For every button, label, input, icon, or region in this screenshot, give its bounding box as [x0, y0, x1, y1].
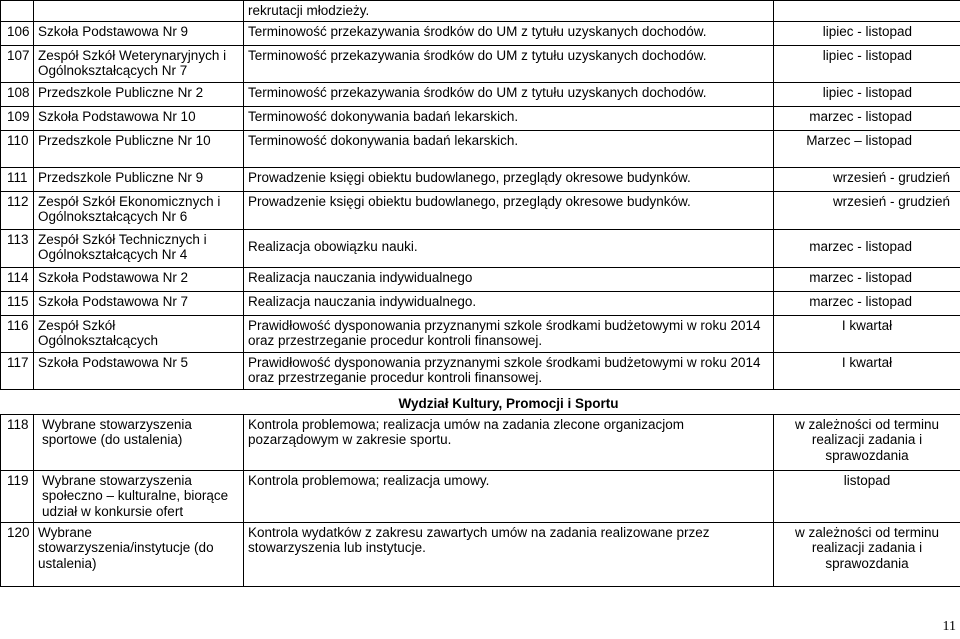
- unit-cell: Przedszkole Publiczne Nr 9: [34, 167, 244, 191]
- unit-cell: Szkoła Podstawowa Nr 9: [34, 21, 244, 45]
- unit-cell: Przedszkole Publiczne Nr 2: [34, 82, 244, 106]
- row-number: 106: [1, 21, 34, 45]
- unit-cell: Zespół Szkół Ekonomicznych i Ogólnokształcących Nr 6: [34, 191, 244, 229]
- task-cell: Kontrola problemowa; realizacja umowy.: [244, 470, 774, 522]
- term-cell: wrzesień - grudzień: [774, 167, 960, 191]
- unit-cell: Szkoła Podstawowa Nr 10: [34, 106, 244, 130]
- task-cell: Kontrola problemowa; realizacja umów na zadania zlecone organizacjom pozarządowym w zakresie sportu.: [244, 414, 774, 470]
- row-number: 108: [1, 82, 34, 106]
- row-number: 109: [1, 106, 34, 130]
- table-row: [1, 106, 960, 130]
- table-row: [1, 291, 960, 315]
- row-number: 115: [1, 291, 34, 315]
- page-number: 11: [942, 619, 956, 634]
- task-cell: Prowadzenie księgi obiektu budowlanego, przeglądy okresowe budynków.: [244, 191, 774, 229]
- row-number: 111: [1, 167, 34, 191]
- task-cell: Realizacja nauczania indywidualnego: [244, 267, 774, 291]
- row-number: 114: [1, 267, 34, 291]
- task-cell: Terminowość przekazywania środków do UM z tytułu uzyskanych dochodów.: [244, 45, 774, 82]
- term-cell: w zależności od terminu realizacji zadania i sprawozdania: [774, 414, 960, 470]
- table-row: [1, 191, 960, 229]
- row-number: 113: [1, 229, 34, 267]
- unit-cell: Szkoła Podstawowa Nr 5: [34, 352, 244, 389]
- task-cell: rekrutacji młodzieży.: [244, 1, 774, 22]
- task-cell: Realizacja nauczania indywidualnego.: [244, 291, 774, 315]
- table-row: [1, 229, 960, 267]
- term-cell: wrzesień - grudzień: [774, 191, 960, 229]
- row-number: 118: [1, 414, 34, 470]
- term-cell: lipiec - listopad: [774, 21, 960, 45]
- task-cell: Realizacja obowiązku nauki.: [244, 229, 774, 267]
- table-row: [1, 1, 960, 22]
- row-number: 110: [1, 130, 34, 167]
- unit-cell: Wybrane stowarzyszenia społeczno – kulturalne, biorące udział w konkursie ofert: [34, 470, 244, 522]
- term-cell: w zależności od terminu realizacji zadania i sprawozdania: [774, 522, 960, 586]
- task-cell: Terminowość dokonywania badań lekarskich.: [244, 130, 774, 167]
- unit-cell: Zespół Szkół Technicznych i Ogólnokształcących Nr 4: [34, 229, 244, 267]
- unit-cell: Wybrane stowarzyszenia/instytucje (do ustalenia): [34, 522, 244, 586]
- term-cell: listopad: [774, 470, 960, 522]
- term-cell: marzec - listopad: [774, 229, 960, 267]
- table-row: [1, 470, 960, 522]
- term-cell: Marzec – listopad: [774, 130, 960, 167]
- row-number: 116: [1, 315, 34, 352]
- unit-cell: Szkoła Podstawowa Nr 2: [34, 267, 244, 291]
- table-row: [1, 21, 960, 45]
- term-cell: marzec - listopad: [774, 106, 960, 130]
- section-title: Wydział Kultury, Promocji i Sportu: [244, 389, 774, 414]
- table-row: [1, 45, 960, 82]
- section-header-row: [1, 389, 960, 414]
- task-cell: Prawidłowość dysponowania przyznanymi szkole środkami budżetowymi w roku 2014 oraz przestrzeganie procedur kontroli finansowej.: [244, 315, 774, 352]
- table-row: [1, 522, 960, 586]
- table-row: [1, 267, 960, 291]
- row-number: 117: [1, 352, 34, 389]
- task-cell: Terminowość przekazywania środków do UM z tytułu uzyskanych dochodów.: [244, 82, 774, 106]
- term-cell: marzec - listopad: [774, 291, 960, 315]
- task-cell: Terminowość dokonywania badań lekarskich.: [244, 106, 774, 130]
- task-cell: Terminowość przekazywania środków do UM z tytułu uzyskanych dochodów.: [244, 21, 774, 45]
- row-number: 107: [1, 45, 34, 82]
- table-row: [1, 315, 960, 352]
- table-row: [1, 82, 960, 106]
- row-number: 120: [1, 522, 34, 586]
- term-cell: lipiec - listopad: [774, 45, 960, 82]
- table-row: [1, 130, 960, 167]
- table-row: [1, 414, 960, 470]
- unit-cell: Wybrane stowarzyszenia sportowe (do ustalenia): [34, 414, 244, 470]
- table-row: [1, 167, 960, 191]
- unit-cell: Zespół Szkół Weterynaryjnych i Ogólnokształcących Nr 7: [34, 45, 244, 82]
- task-cell: Kontrola wydatków z zakresu zawartych umów na zadania realizowane przez stowarzyszenia lub instytucje.: [244, 522, 774, 586]
- row-number: 112: [1, 191, 34, 229]
- table-row: [1, 352, 960, 389]
- unit-cell: Szkoła Podstawowa Nr 7: [34, 291, 244, 315]
- task-cell: Prowadzenie księgi obiektu budowlanego, przeglądy okresowe budynków.: [244, 167, 774, 191]
- term-cell: lipiec - listopad: [774, 82, 960, 106]
- task-cell: Prawidłowość dysponowania przyznanymi szkole środkami budżetowymi w roku 2014 oraz przestrzeganie procedur kontroli finansowej.: [244, 352, 774, 389]
- row-number: 119: [1, 470, 34, 522]
- unit-cell: Zespół Szkół Ogólnokształcących: [34, 315, 244, 352]
- term-cell: I kwartał: [774, 352, 960, 389]
- unit-cell: Przedszkole Publiczne Nr 10: [34, 130, 244, 167]
- term-cell: marzec - listopad: [774, 267, 960, 291]
- term-cell: I kwartał: [774, 315, 960, 352]
